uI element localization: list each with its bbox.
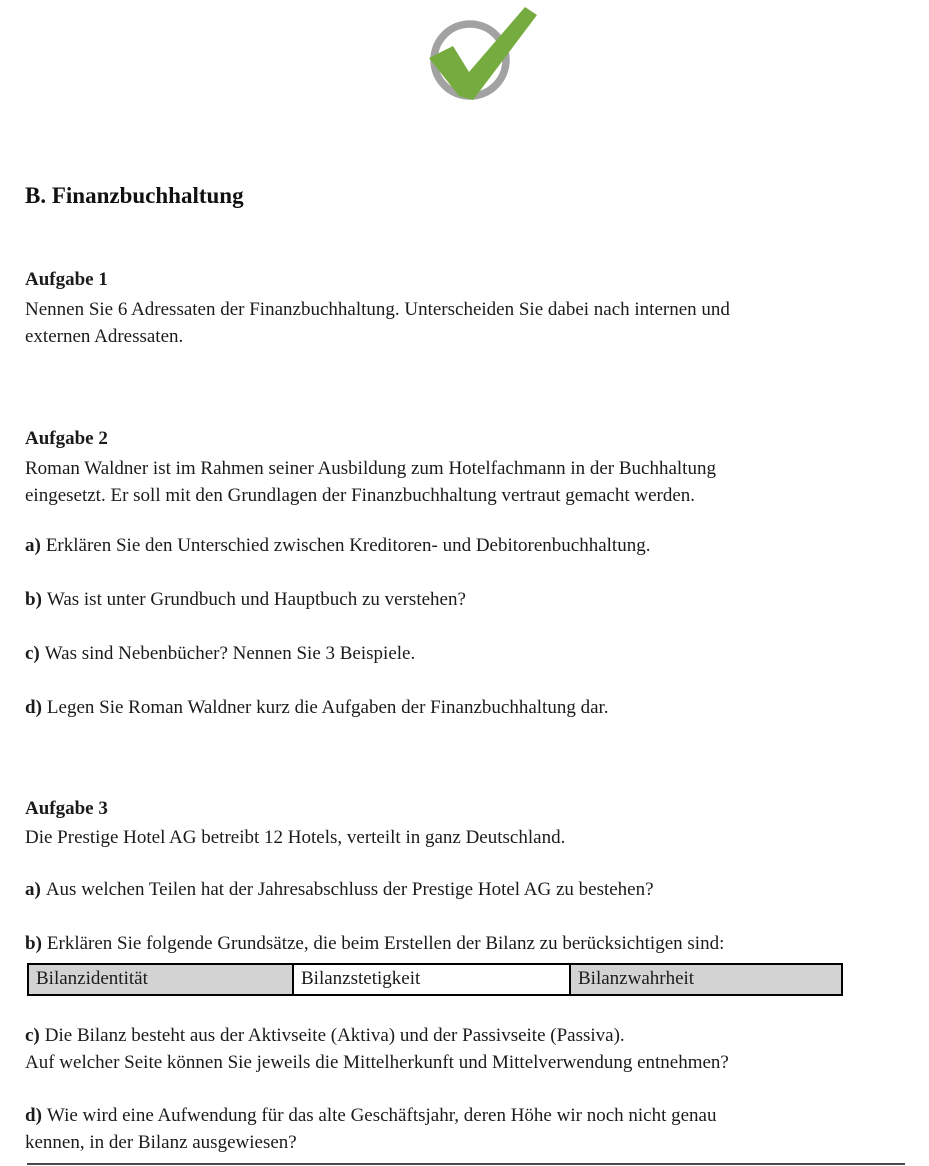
item-text-line2: kennen, in der Bilanz ausgewiesen?	[25, 1132, 297, 1153]
item-text: Was sind Nebenbücher? Nennen Sie 3 Beispiele.	[44, 643, 416, 664]
item-label: a)	[25, 879, 41, 900]
page-bottom-rule	[27, 1163, 905, 1165]
aufgabe2-item-a	[25, 532, 650, 559]
grundsaetze-table	[27, 963, 843, 996]
table-cell-bilanzstetigkeit: Bilanzstetigkeit	[293, 964, 570, 995]
aufgabe3-intro	[25, 824, 565, 851]
item-label: d)	[25, 697, 42, 718]
item-text: Was ist unter Grundbuch und Hauptbuch zu verstehen?	[46, 589, 466, 610]
page-title: B. Finanzbuchhaltung	[25, 183, 244, 208]
item-label: d)	[25, 1105, 42, 1126]
aufgabe2-item-b	[25, 586, 466, 613]
aufgabe3-intro-line1: Die Prestige Hotel AG betreibt 12 Hotels, verteilt in ganz Deutschland.	[25, 827, 566, 848]
aufgabe1-intro	[25, 296, 730, 350]
aufgabe2-intro-line1: Roman Waldner ist im Rahmen seiner Ausbildung zum Hotelfachmann in der Buchhaltung	[25, 458, 716, 479]
aufgabe1-intro-line1: Nennen Sie 6 Adressaten der Finanzbuchhaltung. Unterscheiden Sie dabei nach internen und	[25, 299, 730, 320]
checkmark-logo	[413, 6, 543, 108]
aufgabe2-item-d	[25, 694, 609, 721]
aufgabe2-item-c	[25, 640, 415, 667]
item-label: a)	[25, 535, 41, 556]
aufgabe3-item-a	[25, 876, 654, 903]
item-text: Die Bilanz besteht aus der Aktivseite (Aktiva) und der Passivseite (Passiva).	[44, 1025, 625, 1046]
item-text: Erklären Sie den Unterschied zwischen Kreditoren- und Debitorenbuchhaltung.	[45, 535, 651, 556]
checkmark-logo-svg	[413, 6, 543, 108]
item-label: c)	[25, 1025, 40, 1046]
item-text: Legen Sie Roman Waldner kurz die Aufgaben der Finanzbuchhaltung dar.	[46, 697, 609, 718]
aufgabe1-heading: Aufgabe 1	[25, 269, 108, 290]
item-text: Aus welchen Teilen hat der Jahresabschluss der Prestige Hotel AG zu bestehen?	[45, 879, 654, 900]
item-text-line2: Auf welcher Seite können Sie jeweils die Mittelherkunft und Mittelverwendung entnehmen?	[25, 1052, 729, 1073]
aufgabe3-item-c	[25, 1022, 729, 1076]
item-text: Wie wird eine Aufwendung für das alte Geschäftsjahr, deren Höhe wir noch nicht genau	[46, 1105, 717, 1126]
table-cell-bilanzidentitaet: Bilanzidentität	[28, 964, 293, 995]
table-cell-bilanzwahrheit: Bilanzwahrheit	[570, 964, 842, 995]
aufgabe2-intro-line2: eingesetzt. Er soll mit den Grundlagen der Finanzbuchhaltung vertraut gemacht werden.	[25, 485, 696, 506]
aufgabe3-item-b	[25, 930, 724, 957]
aufgabe2-intro	[25, 455, 716, 509]
aufgabe3-item-d	[25, 1102, 716, 1156]
item-label: b)	[25, 933, 42, 954]
aufgabe1-intro-line2: externen Adressaten.	[25, 326, 184, 347]
aufgabe2-heading: Aufgabe 2	[25, 428, 108, 449]
item-label: b)	[25, 589, 42, 610]
table-row	[28, 964, 842, 995]
item-text: Erklären Sie folgende Grundsätze, die beim Erstellen der Bilanz zu berücksichtigen sind:	[46, 933, 725, 954]
item-label: c)	[25, 643, 40, 664]
aufgabe3-heading: Aufgabe 3	[25, 798, 108, 819]
